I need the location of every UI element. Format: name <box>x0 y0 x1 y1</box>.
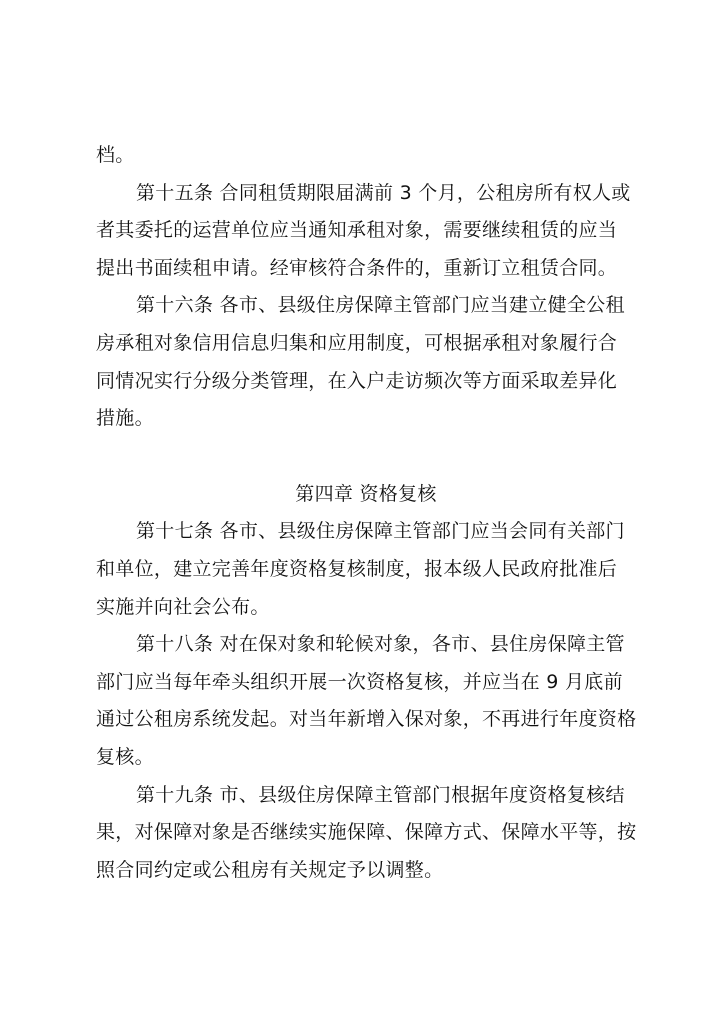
chapter-heading: 第四章 资格复核 <box>295 482 437 505</box>
text-line: 和单位，建立完善年度资格复核制度，报本级人民政府批准后 <box>96 557 618 580</box>
text-line: 档。 <box>96 144 135 166</box>
text-line: 第十六条 各市、县级住房保障主管部门应当建立健全公租 <box>136 294 625 317</box>
article-19 <box>96 777 636 890</box>
document-page <box>96 137 636 889</box>
text-line: 措施。 <box>96 407 154 430</box>
article-17 <box>96 513 636 626</box>
article-15 <box>96 175 636 288</box>
text-line: 者其委托的运营单位应当通知承租对象，需要继续租赁的应当 <box>96 219 618 242</box>
text-line: 实施并向社会公布。 <box>96 595 270 618</box>
text-line: 第十五条 合同租赁期限届满前 3 个月，公租房所有权人或 <box>136 181 631 204</box>
text-line: 通过公租房系统发起。对当年新增入保对象，不再进行年度资格 <box>96 708 637 731</box>
article-18 <box>96 626 636 776</box>
text-line: 部门应当每年牵头组织开展一次资格复核，并应当在 9 月底前 <box>96 670 623 693</box>
text-line: 第十九条 市、县级住房保障主管部门根据年度资格复核结 <box>136 783 625 806</box>
text-line: 照合同约定或公租房有关规定予以调整。 <box>96 858 444 881</box>
paragraph-continuation <box>96 137 636 175</box>
text-line: 提出书面续租申请。经审核符合条件的，重新订立租赁合同。 <box>96 256 618 279</box>
text-line: 第十八条 对在保对象和轮候对象，各市、县住房保障主管 <box>136 633 625 656</box>
text-line: 第十七条 各市、县级住房保障主管部门应当会同有关部门 <box>136 520 625 543</box>
text-line: 房承租对象信用信息归集和应用制度，可根据承租对象履行合 <box>96 331 618 354</box>
article-16 <box>96 287 636 437</box>
text-line: 复核。 <box>96 745 154 768</box>
text-line: 同情况实行分级分类管理，在入户走访频次等方面采取差异化 <box>96 369 618 392</box>
text-line: 果，对保障对象是否继续实施保障、保障方式、保障水平等，按 <box>96 821 637 844</box>
